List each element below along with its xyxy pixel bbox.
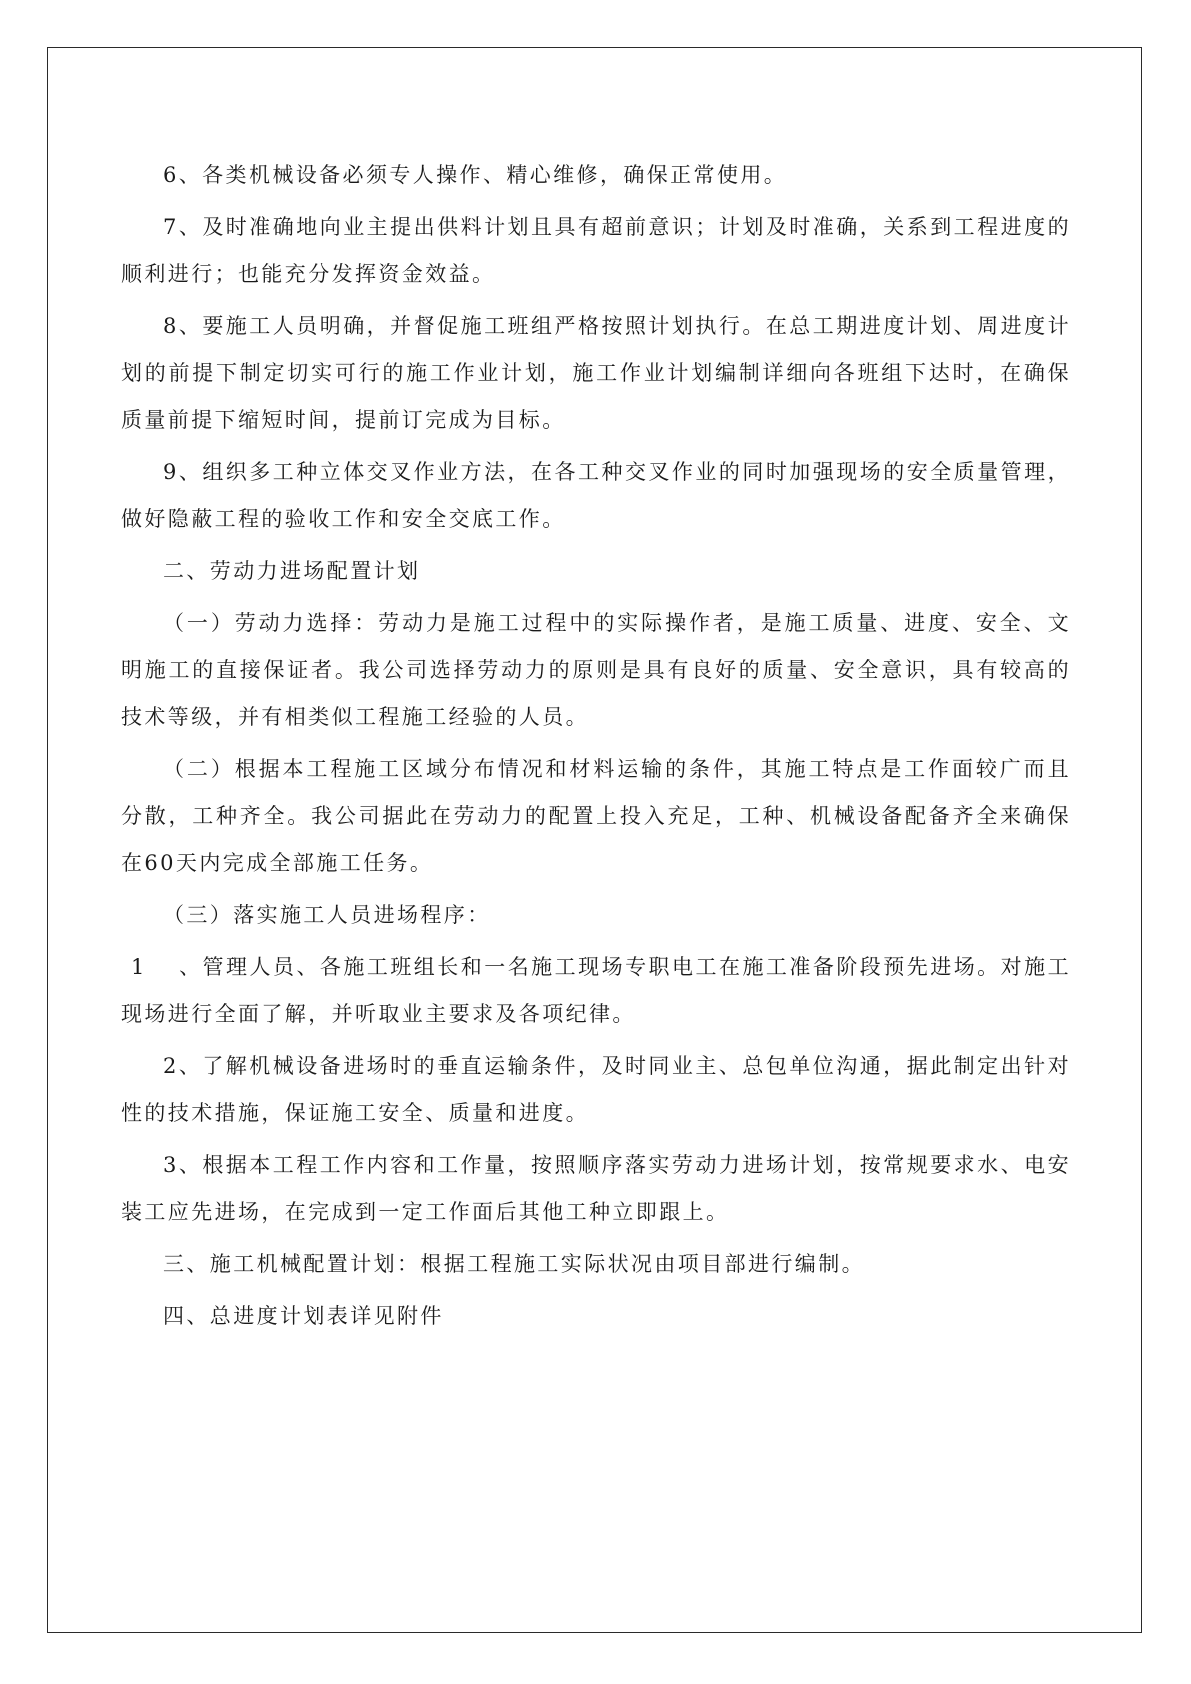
paragraph-item-7: 7、及时准确地向业主提出供料计划且具有超前意识；计划及时准确，关系到工程进度的顺利进行；也能充分发挥资金效益。: [121, 215, 1071, 286]
paragraph-entry-step-2: 2、了解机械设备进场时的垂直运输条件，及时同业主、总包单位沟通，据此制定出针对性的技术措施，保证施工安全、质量和进度。: [121, 1054, 1071, 1125]
section-heading-machinery-plan: 三、施工机械配置计划：根据工程施工实际状况由项目部进行编制。: [163, 1252, 865, 1276]
step-1-text: 、管理人员、各施工班组长和一名施工现场专职电工在施工准备阶段预先进场。对施工现场进行全面了解，并听取业主要求及各项纪律。: [121, 955, 1071, 1026]
document-body: [121, 152, 1071, 1345]
paragraph-entry-procedure-heading: （三）落实施工人员进场程序：: [163, 903, 491, 927]
step-number: 1: [131, 955, 147, 979]
paragraph-entry-step-3: 3、根据本工程工作内容和工作量，按照顺序落实劳动力进场计划，按常规要求水、电安装工应先进场，在完成到一定工作面后其他工种立即跟上。: [121, 1153, 1071, 1224]
paragraph-item-6: 6、各类机械设备必须专人操作、精心维修，确保正常使用。: [163, 163, 788, 187]
paragraph-labor-allocation: （二）根据本工程施工区域分布情况和材料运输的条件，其施工特点是工作面较广而且分散，工种齐全。我公司据此在劳动力的配置上投入充足，工种、机械设备配备齐全来确保在60天内完成全部施工任务。: [121, 757, 1071, 875]
paragraph-labor-selection: （一）劳动力选择：劳动力是施工过程中的实际操作者，是施工质量、进度、安全、文明施工的直接保证者。我公司选择劳动力的原则是具有良好的质量、安全意识，具有较高的技术等级，并有相类似工程施工经验的人员。: [121, 611, 1071, 729]
section-heading-schedule: 四、总进度计划表详见附件: [163, 1304, 444, 1328]
paragraph-entry-step-1: [121, 944, 1071, 1038]
section-heading-labor-plan: 二、劳动力进场配置计划: [163, 559, 421, 583]
paragraph-item-9: 9、组织多工种立体交叉作业方法，在各工种交叉作业的同时加强现场的安全质量管理，做好隐蔽工程的验收工作和安全交底工作。: [121, 460, 1071, 531]
paragraph-item-8: 8、要施工人员明确，并督促施工班组严格按照计划执行。在总工期进度计划、周进度计划的前提下制定切实可行的施工作业计划，施工作业计划编制详细向各班组下达时，在确保质量前提下缩短时间，提前订完成为目标。: [121, 314, 1071, 432]
